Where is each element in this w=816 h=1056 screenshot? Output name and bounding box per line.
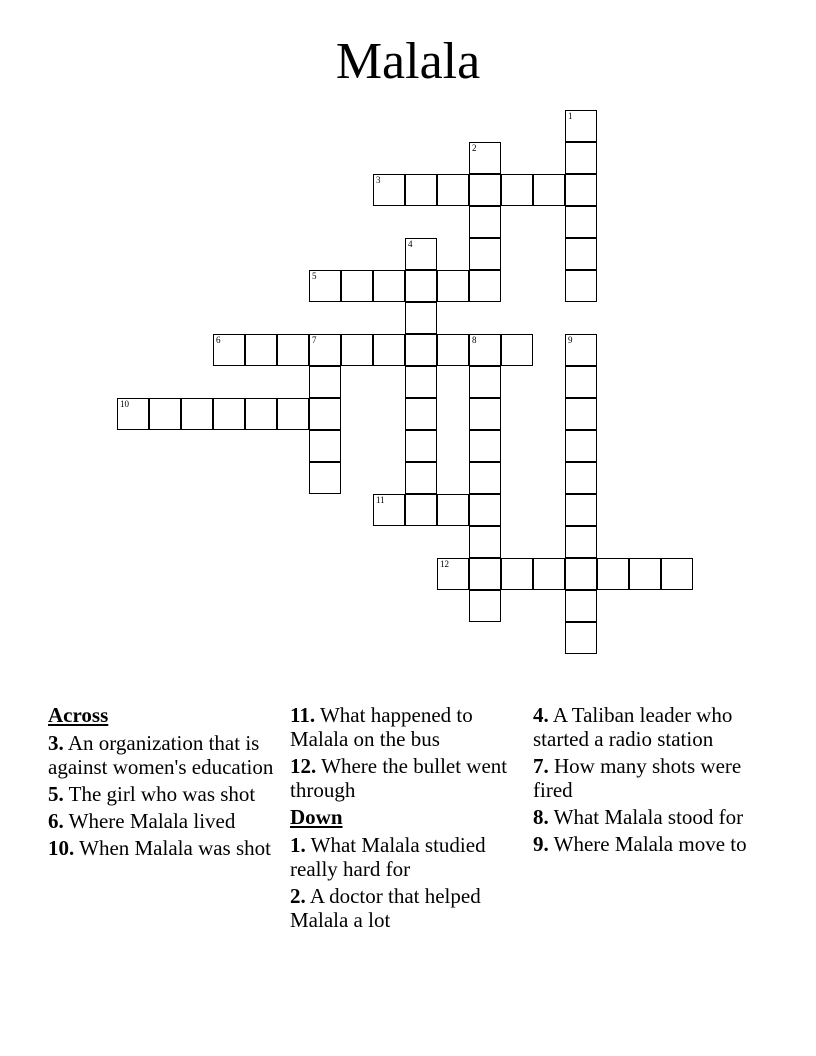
clue-across-12 [290, 754, 530, 802]
clue-number: 1. [290, 833, 306, 857]
clue-column-1 [48, 703, 283, 863]
cell-number: 5 [312, 271, 317, 281]
grid-cell[interactable] [501, 174, 533, 206]
cell-number: 12 [440, 559, 449, 569]
grid-cell[interactable] [565, 558, 597, 590]
grid-cell[interactable] [565, 110, 597, 142]
cell-number: 2 [472, 143, 477, 153]
clue-across-11 [290, 703, 530, 751]
grid-cell[interactable] [469, 462, 501, 494]
grid-cell[interactable] [405, 494, 437, 526]
grid-cell[interactable] [437, 558, 469, 590]
grid-cell[interactable] [565, 622, 597, 654]
grid-cell[interactable] [373, 174, 405, 206]
grid-cell[interactable] [533, 558, 565, 590]
grid-cell[interactable] [245, 398, 277, 430]
down-heading: Down [290, 805, 343, 829]
clue-number: 12. [290, 754, 317, 778]
grid-cell[interactable] [469, 430, 501, 462]
clue-across-6 [48, 809, 283, 833]
grid-cell[interactable] [469, 174, 501, 206]
grid-cell[interactable] [469, 142, 501, 174]
grid-cell[interactable] [309, 334, 341, 366]
grid-cell[interactable] [373, 270, 405, 302]
clue-number: 10. [48, 836, 75, 860]
grid-cell[interactable] [117, 398, 149, 430]
grid-cell[interactable] [565, 174, 597, 206]
clue-number: 6. [48, 809, 64, 833]
cell-number: 1 [568, 111, 573, 121]
cell-number: 4 [408, 239, 413, 249]
grid-cell[interactable] [277, 398, 309, 430]
clue-down-2 [290, 884, 530, 932]
grid-cell[interactable] [565, 366, 597, 398]
page-title: Malala [335, 33, 481, 90]
clue-text: What happened to Malala on the bus [290, 703, 473, 751]
clue-text: Where the bullet went through [290, 754, 508, 802]
grid-cell[interactable] [565, 142, 597, 174]
clue-column-3 [533, 703, 773, 859]
grid-cell[interactable] [565, 334, 597, 366]
clue-text: An organization that is against women's education [48, 731, 274, 779]
grid-cell[interactable] [405, 238, 437, 270]
clue-number: 7. [533, 754, 549, 778]
grid-cell[interactable] [373, 494, 405, 526]
grid-cell[interactable] [565, 494, 597, 526]
grid-cell[interactable] [437, 174, 469, 206]
grid-cell[interactable] [213, 398, 245, 430]
grid-cell[interactable] [565, 206, 597, 238]
grid-cell[interactable] [149, 398, 181, 430]
grid-cell[interactable] [309, 366, 341, 398]
grid-cell[interactable] [501, 558, 533, 590]
clue-down-9 [533, 832, 773, 856]
grid-cell[interactable] [469, 398, 501, 430]
grid-cell[interactable] [469, 526, 501, 558]
cell-number: 3 [376, 175, 381, 185]
cell-number: 9 [568, 335, 573, 345]
clue-down-4 [533, 703, 773, 751]
grid-cell[interactable] [565, 462, 597, 494]
clue-text: How many shots were fired [533, 754, 742, 802]
clue-number: 3. [48, 731, 64, 755]
grid-cell[interactable] [309, 462, 341, 494]
cell-number: 11 [376, 495, 385, 505]
cell-number: 10 [120, 399, 129, 409]
clue-number: 9. [533, 832, 549, 856]
grid-cell[interactable] [181, 398, 213, 430]
grid-cell[interactable] [405, 398, 437, 430]
grid-cell[interactable] [469, 270, 501, 302]
grid-cell[interactable] [469, 366, 501, 398]
grid-cell[interactable] [565, 238, 597, 270]
grid-cell[interactable] [405, 430, 437, 462]
grid-cell[interactable] [405, 462, 437, 494]
grid-cell[interactable] [405, 174, 437, 206]
clue-number: 2. [290, 884, 306, 908]
cell-number: 7 [312, 335, 317, 345]
grid-cell[interactable] [373, 334, 405, 366]
grid-cell[interactable] [437, 494, 469, 526]
grid-cell[interactable] [597, 558, 629, 590]
clue-number: 8. [533, 805, 549, 829]
grid-cell[interactable] [437, 334, 469, 366]
clue-text: What Malala stood for [548, 805, 744, 829]
grid-cell[interactable] [309, 430, 341, 462]
clue-column-2 [290, 703, 530, 935]
grid-cell[interactable] [629, 558, 661, 590]
grid-cell[interactable] [469, 334, 501, 366]
clue-down-7 [533, 754, 773, 802]
clue-text: What Malala studied really hard for [290, 833, 486, 881]
grid-cell[interactable] [565, 270, 597, 302]
cell-number: 6 [216, 335, 221, 345]
clue-across-10 [48, 836, 283, 860]
grid-cell[interactable] [277, 334, 309, 366]
grid-cell[interactable] [309, 398, 341, 430]
clue-down-1 [290, 833, 530, 881]
clue-text: A doctor that helped Malala a lot [290, 884, 481, 932]
grid-cell[interactable] [565, 590, 597, 622]
clue-number: 4. [533, 703, 549, 727]
grid-cell[interactable] [469, 558, 501, 590]
grid-cell[interactable] [405, 366, 437, 398]
clue-text: Where Malala lived [63, 809, 236, 833]
grid-cell[interactable] [213, 334, 245, 366]
clue-text: The girl who was shot [63, 782, 256, 806]
grid-cell[interactable] [405, 302, 437, 334]
across-heading: Across [48, 703, 109, 727]
clue-number: 5. [48, 782, 64, 806]
grid-cell[interactable] [245, 334, 277, 366]
grid-cell[interactable] [565, 430, 597, 462]
grid-cell[interactable] [437, 270, 469, 302]
grid-cell[interactable] [469, 206, 501, 238]
clue-text: A Taliban leader who started a radio station [533, 703, 733, 751]
clue-across-5 [48, 782, 283, 806]
grid-cell[interactable] [533, 174, 565, 206]
grid-cell[interactable] [405, 270, 437, 302]
grid-cell[interactable] [341, 334, 373, 366]
cell-number: 8 [472, 335, 477, 345]
clue-text: When Malala was shot [74, 836, 271, 860]
grid-cell[interactable] [565, 398, 597, 430]
grid-cell[interactable] [661, 558, 693, 590]
grid-cell[interactable] [309, 270, 341, 302]
grid-cell[interactable] [565, 526, 597, 558]
clue-across-3 [48, 731, 283, 779]
grid-cell[interactable] [405, 334, 437, 366]
grid-cell[interactable] [341, 270, 373, 302]
grid-cell[interactable] [501, 334, 533, 366]
grid-cell[interactable] [469, 590, 501, 622]
grid-cell[interactable] [469, 494, 501, 526]
clue-down-8 [533, 805, 773, 829]
grid-cell[interactable] [469, 238, 501, 270]
clue-number: 11. [290, 703, 316, 727]
clue-text: Where Malala move to [548, 832, 747, 856]
